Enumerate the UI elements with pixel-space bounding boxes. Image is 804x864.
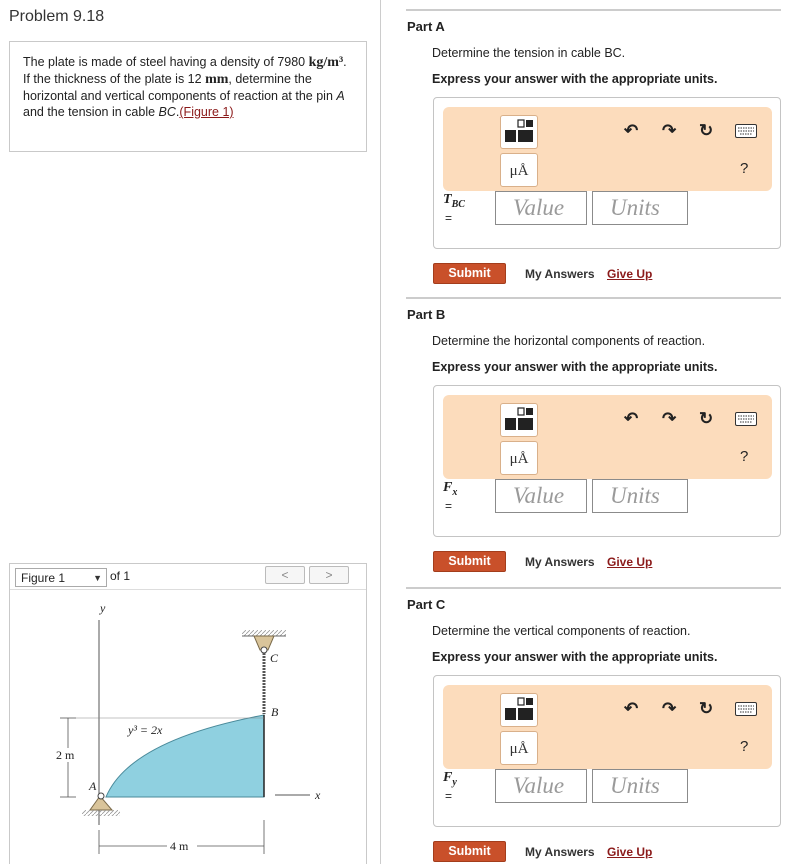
figure-diagram	[10, 590, 366, 864]
part-b-instruction: Express your answer with the appropriate units.	[432, 360, 718, 374]
part-a-submit-button[interactable]: Submit	[433, 263, 506, 284]
part-b-equals: =	[445, 499, 453, 513]
figure-count: of 1	[110, 569, 131, 583]
y-axis-label: y	[100, 601, 106, 615]
help-button[interactable]: ?	[740, 738, 749, 755]
ground-hatch	[82, 810, 120, 816]
template-icon	[501, 116, 537, 148]
width-dimension-label: 4 m	[170, 839, 189, 853]
redo-icon[interactable]: ↷	[662, 699, 677, 718]
template-button[interactable]	[500, 403, 538, 437]
cable-label: BC	[158, 105, 176, 119]
figure-select-value: Figure 1	[21, 571, 66, 585]
height-dimension-label: 2 m	[56, 748, 75, 762]
help-button[interactable]: ?	[740, 160, 749, 177]
help-button[interactable]: ?	[740, 448, 749, 465]
keyboard-icon[interactable]	[735, 702, 757, 721]
template-button[interactable]	[500, 693, 538, 727]
part-c-question: Determine the vertical components of reaction.	[432, 624, 691, 638]
figure-prev-button[interactable]: <	[265, 566, 305, 584]
point-a-label: A	[89, 779, 97, 793]
units-button[interactable]: μÅ	[500, 441, 538, 475]
units-button[interactable]: μÅ	[500, 731, 538, 765]
undo-icon[interactable]: ↶	[624, 699, 639, 718]
part-c-actions	[433, 841, 781, 864]
part-a-units-input[interactable]: Units	[592, 191, 688, 225]
part-c-units-input[interactable]: Units	[592, 769, 688, 803]
part-b-question: Determine the horizontal components of reaction.	[432, 334, 706, 348]
thickness-unit: mm	[205, 72, 229, 87]
part-a-equals: =	[445, 211, 453, 225]
template-icon	[501, 694, 537, 726]
problem-text-1: The plate is made of steel having a density of 7980	[23, 55, 306, 69]
part-c-toolbar	[443, 685, 772, 769]
figure-link[interactable]: (Figure 1)	[179, 105, 234, 119]
part-a-variable: $T_{BC}$	[443, 192, 465, 210]
keyboard-icon[interactable]	[735, 412, 757, 431]
part-c-instruction: Express your answer with the appropriate units.	[432, 650, 718, 664]
reset-icon[interactable]: ↻	[699, 121, 714, 140]
part-c-rule	[406, 587, 781, 589]
undo-icon[interactable]: ↶	[624, 121, 639, 140]
figure-panel	[9, 563, 367, 864]
part-b-submit-button[interactable]: Submit	[433, 551, 506, 572]
problem-statement	[9, 41, 367, 152]
part-b-value-input[interactable]: Value	[495, 479, 587, 513]
x-axis-label: x	[315, 788, 321, 802]
part-a-toolbar	[443, 107, 772, 191]
units-button[interactable]: μÅ	[500, 153, 538, 187]
pin-c	[261, 647, 267, 653]
part-c-give-up[interactable]: Give Up	[607, 845, 653, 859]
part-c-answer-box	[433, 675, 781, 827]
template-icon	[501, 404, 537, 436]
part-c-submit-button[interactable]: Submit	[433, 841, 506, 862]
part-a-give-up[interactable]: Give Up	[607, 267, 653, 281]
problem-title: Problem 9.18	[9, 8, 105, 25]
part-b-actions	[433, 551, 781, 575]
part-c-my-answers[interactable]: My Answers	[525, 845, 595, 859]
part-c-title: Part C	[407, 597, 446, 612]
part-b-rule	[406, 297, 781, 299]
ceiling-hatch	[242, 630, 286, 636]
problem-text-4: and the tension in cable	[23, 105, 156, 119]
pin-label: A	[336, 89, 345, 103]
part-b-variable: $F_x$	[443, 480, 458, 498]
reset-icon[interactable]: ↻	[699, 699, 714, 718]
pin-a	[98, 793, 104, 799]
problem-text-2: . If the thickness of the plate is 12	[23, 55, 347, 86]
part-a-title: Part A	[407, 19, 445, 34]
chevron-down-icon: ▼	[93, 573, 102, 583]
undo-icon[interactable]: ↶	[624, 409, 639, 428]
figure-next-button[interactable]: >	[309, 566, 349, 584]
part-a-my-answers[interactable]: My Answers	[525, 267, 595, 281]
part-a-instruction: Express your answer with the appropriate units.	[432, 72, 718, 86]
point-c-label: C	[270, 651, 279, 665]
figure-select[interactable]	[15, 568, 107, 587]
redo-icon[interactable]: ↷	[662, 409, 677, 428]
part-c-variable: $F_y$	[443, 770, 457, 788]
part-a-answer-box	[433, 97, 781, 249]
part-b-units-input[interactable]: Units	[592, 479, 688, 513]
column-divider	[380, 0, 381, 864]
part-a-question: Determine the tension in cable BC.	[432, 46, 626, 60]
part-b-toolbar	[443, 395, 772, 479]
part-a-actions	[433, 263, 781, 287]
part-b-title: Part B	[407, 307, 446, 322]
part-b-answer-box	[433, 385, 781, 537]
redo-icon[interactable]: ↷	[662, 121, 677, 140]
part-c-value-input[interactable]: Value	[495, 769, 587, 803]
problem-text-5: .	[175, 105, 180, 119]
part-b-give-up[interactable]: Give Up	[607, 555, 653, 569]
part-c-equals: =	[445, 789, 453, 803]
keyboard-icon[interactable]	[735, 124, 757, 143]
template-button[interactable]	[500, 115, 538, 149]
part-a-rule	[406, 9, 781, 11]
reset-icon[interactable]: ↻	[699, 409, 714, 428]
problem-text-3: , determine the horizontal and vertical components of reaction at the pin	[23, 72, 333, 103]
part-b-my-answers[interactable]: My Answers	[525, 555, 595, 569]
curve-equation: y³ = 2x	[128, 723, 163, 737]
density-unit: kg/m³	[308, 55, 344, 70]
point-b-label: B	[271, 705, 279, 719]
part-a-value-input[interactable]: Value	[495, 191, 587, 225]
